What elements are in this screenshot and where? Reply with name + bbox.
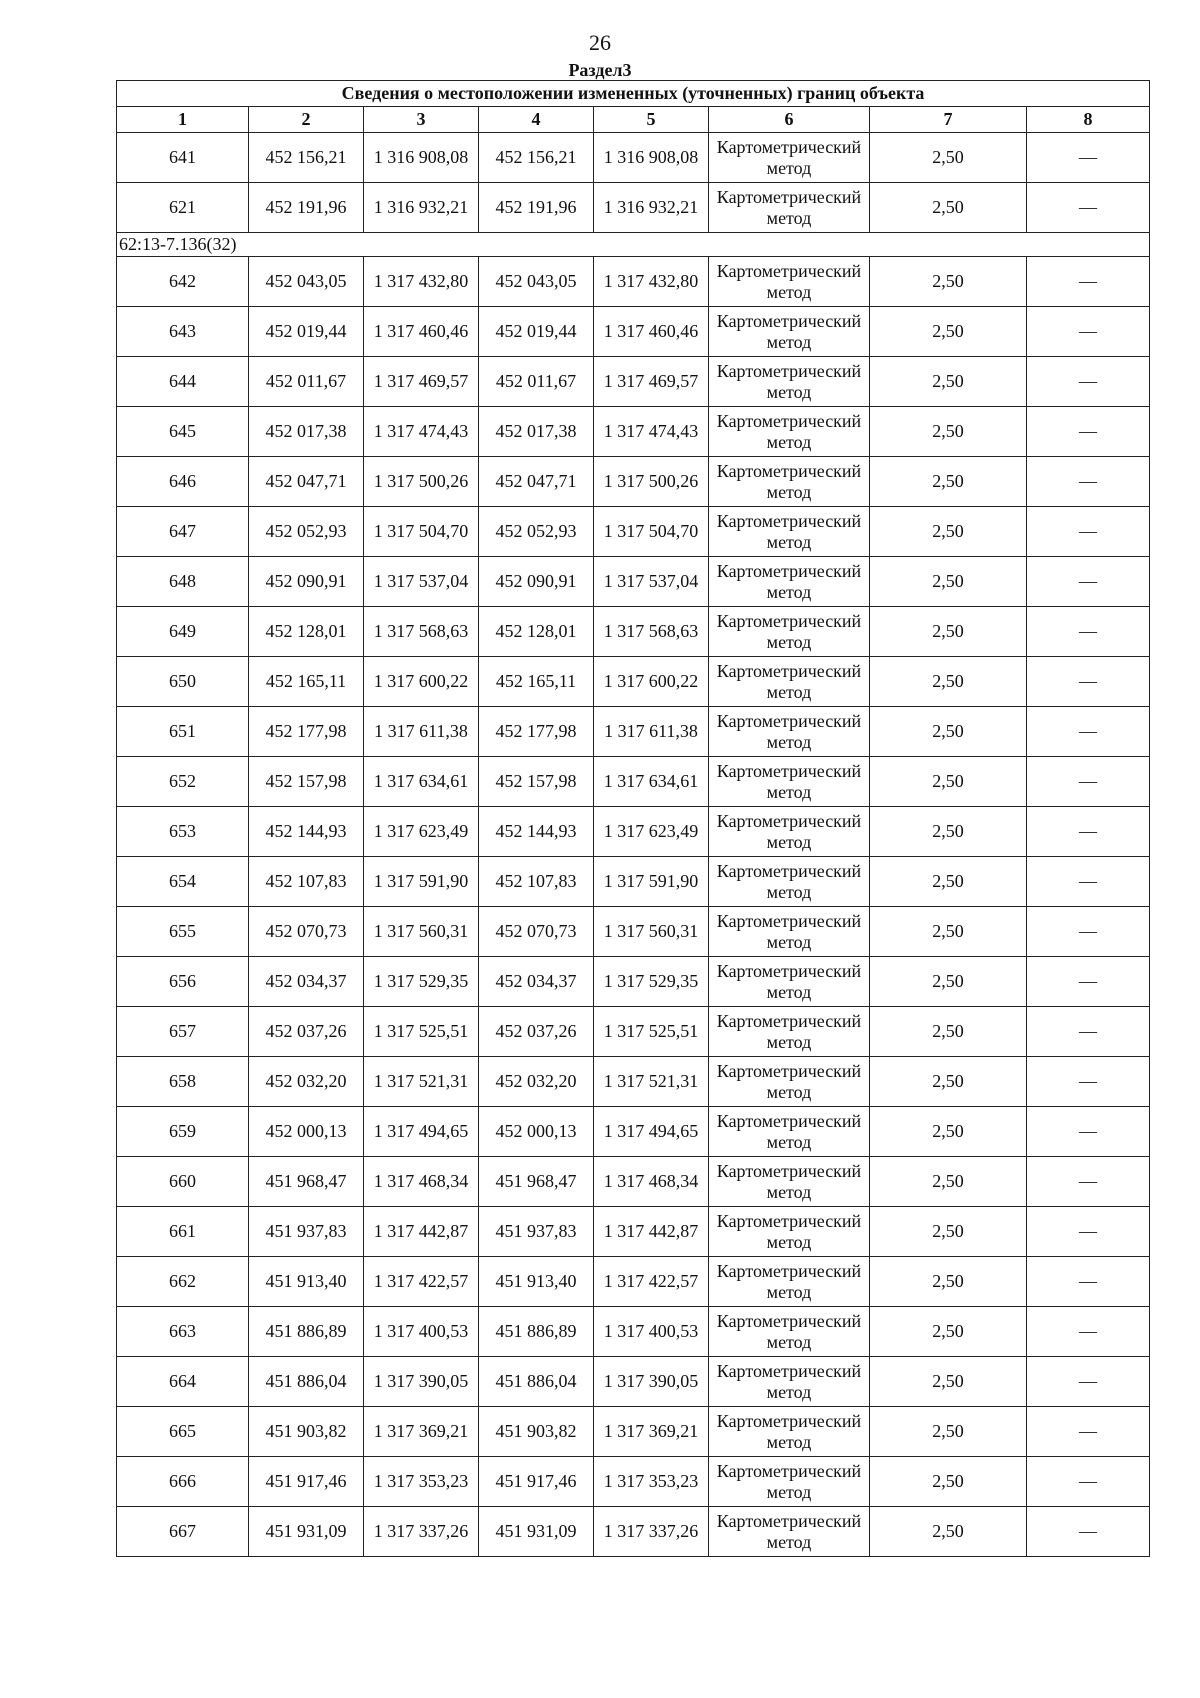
table-row — [117, 757, 1150, 807]
table-row — [117, 1057, 1150, 1107]
table-cell: 452 052,93 — [479, 507, 594, 557]
table-row — [117, 1307, 1150, 1357]
table-cell: 451 886,04 — [249, 1357, 364, 1407]
table-cell: 1 317 353,23 — [364, 1457, 479, 1507]
table-body — [117, 133, 1150, 1557]
table-cell: 1 317 337,26 — [594, 1507, 709, 1557]
table-cell: 657 — [117, 1007, 249, 1057]
table-cell: 2,50 — [870, 257, 1027, 307]
table-cell: 656 — [117, 957, 249, 1007]
table-row — [117, 657, 1150, 707]
table-cell: Картометрический метод — [709, 807, 870, 857]
table-cell: 1 317 468,34 — [364, 1157, 479, 1207]
table-cell: 1 317 494,65 — [594, 1107, 709, 1157]
table-cell: 452 017,38 — [249, 407, 364, 457]
table-cell: 1 317 504,70 — [364, 507, 479, 557]
table-row — [117, 707, 1150, 757]
column-number: 8 — [1027, 107, 1150, 133]
table-cell: 1 317 591,90 — [364, 857, 479, 907]
table-cell: 452 032,20 — [479, 1057, 594, 1107]
table-cell: 2,50 — [870, 807, 1027, 857]
table-row — [117, 857, 1150, 907]
table-cell: 1 317 529,35 — [364, 957, 479, 1007]
table-cell: 452 144,93 — [249, 807, 364, 857]
table-cell: 451 913,40 — [479, 1257, 594, 1307]
table-cell: 452 070,73 — [479, 907, 594, 957]
table-cell: — — [1027, 1257, 1150, 1307]
table-cell: 1 317 600,22 — [594, 657, 709, 707]
table-cell: — — [1027, 1057, 1150, 1107]
table-cell: 2,50 — [870, 657, 1027, 707]
table-cell: 1 317 474,43 — [594, 407, 709, 457]
table-cell: — — [1027, 1007, 1150, 1057]
table-cell: 452 128,01 — [249, 607, 364, 657]
table-row — [117, 907, 1150, 957]
table-cell: 654 — [117, 857, 249, 907]
table-cell: Картометрический метод — [709, 1157, 870, 1207]
table-cell: 2,50 — [870, 1307, 1027, 1357]
table-cell: — — [1027, 1207, 1150, 1257]
table-cell: Картометрический метод — [709, 1207, 870, 1257]
table-cell: 649 — [117, 607, 249, 657]
table-row — [117, 1207, 1150, 1257]
table-cell: 646 — [117, 457, 249, 507]
table-cell: 1 317 353,23 — [594, 1457, 709, 1507]
table-cell: 2,50 — [870, 557, 1027, 607]
table-cell: 451 931,09 — [249, 1507, 364, 1557]
table-cell: 1 316 908,08 — [594, 133, 709, 183]
table-cell: Картометрический метод — [709, 257, 870, 307]
table-cell: — — [1027, 307, 1150, 357]
table-cell: Картометрический метод — [709, 1257, 870, 1307]
table-cell: Картометрический метод — [709, 757, 870, 807]
table-cell: — — [1027, 607, 1150, 657]
table-cell: 452 156,21 — [249, 133, 364, 183]
table-cell: 2,50 — [870, 133, 1027, 183]
table-cell: 1 317 400,53 — [364, 1307, 479, 1357]
table-cell: 452 191,96 — [479, 183, 594, 233]
table-cell: 1 317 442,87 — [364, 1207, 479, 1257]
table-cell: 663 — [117, 1307, 249, 1357]
table-cell: 451 913,40 — [249, 1257, 364, 1307]
table-cell: 1 317 390,05 — [364, 1357, 479, 1407]
column-number: 3 — [364, 107, 479, 133]
table-cell: — — [1027, 133, 1150, 183]
table-cell: 1 317 521,31 — [594, 1057, 709, 1107]
table-cell: — — [1027, 1457, 1150, 1507]
table-cell: 655 — [117, 907, 249, 957]
table-row — [117, 407, 1150, 457]
table-cell: 2,50 — [870, 1057, 1027, 1107]
table-cell: 451 937,83 — [479, 1207, 594, 1257]
table-cell: Картометрический метод — [709, 557, 870, 607]
table-cell: 2,50 — [870, 1457, 1027, 1507]
table-cell: 1 317 474,43 — [364, 407, 479, 457]
table-cell: 2,50 — [870, 457, 1027, 507]
table-cell: 2,50 — [870, 1207, 1027, 1257]
table-cell: Картометрический метод — [709, 407, 870, 457]
table-cell: 1 317 390,05 — [594, 1357, 709, 1407]
table-cell: Картометрический метод — [709, 657, 870, 707]
table-cell: 645 — [117, 407, 249, 457]
table-cell: — — [1027, 183, 1150, 233]
table-cell: 452 128,01 — [479, 607, 594, 657]
table-cell: 452 177,98 — [479, 707, 594, 757]
table-cell: 452 017,38 — [479, 407, 594, 457]
table-cell: 2,50 — [870, 183, 1027, 233]
table-cell: — — [1027, 957, 1150, 1007]
table-row — [117, 1257, 1150, 1307]
table-row — [117, 607, 1150, 657]
table-cell: 641 — [117, 133, 249, 183]
table-cell: 1 317 568,63 — [364, 607, 479, 657]
column-number: 6 — [709, 107, 870, 133]
table-cell: — — [1027, 257, 1150, 307]
table-cell: 660 — [117, 1157, 249, 1207]
table-caption: Сведения о местоположении измененных (уточненных) границ объекта — [117, 81, 1150, 107]
table-cell: 651 — [117, 707, 249, 757]
page-number: 26 — [589, 30, 611, 55]
table-cell: 452 037,26 — [249, 1007, 364, 1057]
table-row — [117, 1457, 1150, 1507]
table-cell: 452 052,93 — [249, 507, 364, 557]
section-title: Раздел3 — [568, 60, 632, 80]
table-cell: Картометрический метод — [709, 607, 870, 657]
table-cell: 1 317 611,38 — [594, 707, 709, 757]
table-cell: — — [1027, 1107, 1150, 1157]
table-cell: 452 070,73 — [249, 907, 364, 957]
table-cell: 652 — [117, 757, 249, 807]
table-cell: 452 000,13 — [479, 1107, 594, 1157]
table-cell: 452 090,91 — [249, 557, 364, 607]
boundary-coordinates-table — [116, 80, 1150, 1557]
table-cell: 1 317 504,70 — [594, 507, 709, 557]
table-cell: 451 917,46 — [249, 1457, 364, 1507]
table-cell: — — [1027, 357, 1150, 407]
table-row — [117, 1157, 1150, 1207]
table-cell: 1 317 432,80 — [594, 257, 709, 307]
table-row — [117, 507, 1150, 557]
table-cell: 451 886,89 — [479, 1307, 594, 1357]
table-cell: 452 107,83 — [249, 857, 364, 907]
table-cell: Картометрический метод — [709, 1007, 870, 1057]
table-row — [117, 1007, 1150, 1057]
table-cell: 2,50 — [870, 1257, 1027, 1307]
table-cell: 650 — [117, 657, 249, 707]
table-row — [117, 183, 1150, 233]
column-number: 2 — [249, 107, 364, 133]
table-cell: 1 317 369,21 — [364, 1407, 479, 1457]
table-cell: 452 011,67 — [479, 357, 594, 407]
table-cell: 621 — [117, 183, 249, 233]
table-cell: 1 317 500,26 — [364, 457, 479, 507]
table-cell: 451 903,82 — [479, 1407, 594, 1457]
table-row — [117, 1507, 1150, 1557]
table-cell: — — [1027, 1157, 1150, 1207]
table-cell: 1 317 422,57 — [364, 1257, 479, 1307]
table-cell: 661 — [117, 1207, 249, 1257]
table-cell: — — [1027, 407, 1150, 457]
table-cell: 1 317 494,65 — [364, 1107, 479, 1157]
table-cell: 1 317 469,57 — [594, 357, 709, 407]
table-cell: — — [1027, 1307, 1150, 1357]
table-row — [117, 133, 1150, 183]
table-cell: 452 011,67 — [249, 357, 364, 407]
table-cell: Картометрический метод — [709, 1407, 870, 1457]
table-cell: 451 931,09 — [479, 1507, 594, 1557]
table-cell: 1 317 521,31 — [364, 1057, 479, 1107]
table-cell: 451 886,89 — [249, 1307, 364, 1357]
table-cell: 2,50 — [870, 1507, 1027, 1557]
table-cell: 1 317 337,26 — [364, 1507, 479, 1557]
table-cell: 1 317 442,87 — [594, 1207, 709, 1257]
table-cell: 653 — [117, 807, 249, 857]
table-cell: 451 937,83 — [249, 1207, 364, 1257]
table-cell: 2,50 — [870, 1357, 1027, 1407]
table-cell: 1 317 369,21 — [594, 1407, 709, 1457]
group-label: 62:13-7.136(32) — [117, 233, 1150, 257]
table-cell: Картометрический метод — [709, 357, 870, 407]
table-cell: 1 317 634,61 — [364, 757, 479, 807]
table-cell: 2,50 — [870, 907, 1027, 957]
table-cell: 1 317 623,49 — [594, 807, 709, 857]
table-cell: Картометрический метод — [709, 1357, 870, 1407]
table-row — [117, 307, 1150, 357]
table-cell: 2,50 — [870, 957, 1027, 1007]
table-cell: — — [1027, 657, 1150, 707]
table-cell: 665 — [117, 1407, 249, 1457]
table-cell: 2,50 — [870, 507, 1027, 557]
table-row — [117, 1357, 1150, 1407]
table-cell: Картометрический метод — [709, 707, 870, 757]
column-number: 5 — [594, 107, 709, 133]
table-cell: 452 156,21 — [479, 133, 594, 183]
table-cell: 648 — [117, 557, 249, 607]
table-cell: 2,50 — [870, 857, 1027, 907]
table-cell: 1 317 537,04 — [594, 557, 709, 607]
table-cell: 452 019,44 — [249, 307, 364, 357]
table-cell: 664 — [117, 1357, 249, 1407]
table-cell: Картометрический метод — [709, 957, 870, 1007]
table-cell: 2,50 — [870, 757, 1027, 807]
table-cell: 452 034,37 — [249, 957, 364, 1007]
column-number: 7 — [870, 107, 1027, 133]
table-cell: 452 165,11 — [249, 657, 364, 707]
table-cell: 643 — [117, 307, 249, 357]
table-cell: — — [1027, 907, 1150, 957]
table-cell: 1 317 560,31 — [594, 907, 709, 957]
table-row — [117, 807, 1150, 857]
table-cell: 452 019,44 — [479, 307, 594, 357]
table-cell: — — [1027, 1407, 1150, 1457]
table-cell: 658 — [117, 1057, 249, 1107]
table-cell: 1 317 623,49 — [364, 807, 479, 857]
table-cell: 647 — [117, 507, 249, 557]
table-cell: — — [1027, 1507, 1150, 1557]
table-cell: Картометрический метод — [709, 1457, 870, 1507]
table-cell: — — [1027, 557, 1150, 607]
table-cell: — — [1027, 757, 1150, 807]
table-cell: 666 — [117, 1457, 249, 1507]
table-cell: — — [1027, 457, 1150, 507]
table-cell: 1 317 432,80 — [364, 257, 479, 307]
table-cell: 1 317 591,90 — [594, 857, 709, 907]
table-cell: 2,50 — [870, 607, 1027, 657]
table-cell: 1 317 611,38 — [364, 707, 479, 757]
table-cell: 452 090,91 — [479, 557, 594, 607]
table-cell: 451 917,46 — [479, 1457, 594, 1507]
table-cell: Картометрический метод — [709, 1107, 870, 1157]
table-cell: 452 043,05 — [249, 257, 364, 307]
table-cell: Картометрический метод — [709, 183, 870, 233]
table-cell: 1 316 908,08 — [364, 133, 479, 183]
table-cell: 452 047,71 — [479, 457, 594, 507]
table-cell: 452 157,98 — [479, 757, 594, 807]
table-cell: 659 — [117, 1107, 249, 1157]
table-cell: Картометрический метод — [709, 1057, 870, 1107]
table-cell: — — [1027, 507, 1150, 557]
table-cell: 452 037,26 — [479, 1007, 594, 1057]
table-cell: 1 317 568,63 — [594, 607, 709, 657]
table-cell: 451 968,47 — [249, 1157, 364, 1207]
table-cell: 452 032,20 — [249, 1057, 364, 1107]
table-cell: 452 107,83 — [479, 857, 594, 907]
table-cell: 1 317 500,26 — [594, 457, 709, 507]
table-cell: Картометрический метод — [709, 133, 870, 183]
table-row — [117, 357, 1150, 407]
table-cell: 452 043,05 — [479, 257, 594, 307]
table-row — [117, 1107, 1150, 1157]
table-cell: 1 317 600,22 — [364, 657, 479, 707]
table-cell: 452 144,93 — [479, 807, 594, 857]
table-cell: 451 903,82 — [249, 1407, 364, 1457]
table-cell: 2,50 — [870, 1107, 1027, 1157]
table-cell: 1 317 529,35 — [594, 957, 709, 1007]
table-cell: — — [1027, 707, 1150, 757]
table-cell: Картометрический метод — [709, 907, 870, 957]
table-cell: 451 886,04 — [479, 1357, 594, 1407]
table-row — [117, 457, 1150, 507]
table-row — [117, 557, 1150, 607]
table-cell: 2,50 — [870, 307, 1027, 357]
table-cell: 662 — [117, 1257, 249, 1307]
table-cell: 452 165,11 — [479, 657, 594, 707]
table-cell: Картометрический метод — [709, 1507, 870, 1557]
table-cell: 452 191,96 — [249, 183, 364, 233]
table-cell: 2,50 — [870, 357, 1027, 407]
table-cell: 1 317 468,34 — [594, 1157, 709, 1207]
table-row — [117, 957, 1150, 1007]
table-cell: Картометрический метод — [709, 457, 870, 507]
table-cell: — — [1027, 857, 1150, 907]
table-cell: 1 317 525,51 — [364, 1007, 479, 1057]
column-number: 1 — [117, 107, 249, 133]
table-cell: 642 — [117, 257, 249, 307]
table-cell: 1 317 469,57 — [364, 357, 479, 407]
table-cell: 2,50 — [870, 407, 1027, 457]
table-cell: — — [1027, 807, 1150, 857]
table-cell: 1 317 400,53 — [594, 1307, 709, 1357]
group-header-row — [117, 233, 1150, 257]
table-cell: Картометрический метод — [709, 857, 870, 907]
table-cell: 452 000,13 — [249, 1107, 364, 1157]
column-number-row — [117, 107, 1150, 133]
table-cell: 452 157,98 — [249, 757, 364, 807]
table-cell: Картометрический метод — [709, 307, 870, 357]
column-number: 4 — [479, 107, 594, 133]
table-cell: 1 317 560,31 — [364, 907, 479, 957]
table-cell: 1 317 537,04 — [364, 557, 479, 607]
table-row — [117, 1407, 1150, 1457]
table-cell: Картометрический метод — [709, 507, 870, 557]
table-cell: Картометрический метод — [709, 1307, 870, 1357]
table-cell: 2,50 — [870, 1007, 1027, 1057]
table-cell: 1 317 460,46 — [594, 307, 709, 357]
table-cell: 2,50 — [870, 707, 1027, 757]
table-cell: 1 316 932,21 — [364, 183, 479, 233]
table-cell: 452 047,71 — [249, 457, 364, 507]
table-cell: — — [1027, 1357, 1150, 1407]
table-cell: 452 034,37 — [479, 957, 594, 1007]
table-cell: 1 316 932,21 — [594, 183, 709, 233]
table-cell: 451 968,47 — [479, 1157, 594, 1207]
table-cell: 2,50 — [870, 1157, 1027, 1207]
table-cell: 1 317 460,46 — [364, 307, 479, 357]
table-cell: 452 177,98 — [249, 707, 364, 757]
table-row — [117, 257, 1150, 307]
table-cell: 1 317 634,61 — [594, 757, 709, 807]
table-cell: 1 317 525,51 — [594, 1007, 709, 1057]
table-cell: 2,50 — [870, 1407, 1027, 1457]
table-cell: 644 — [117, 357, 249, 407]
table-cell: 667 — [117, 1507, 249, 1557]
table-cell: 1 317 422,57 — [594, 1257, 709, 1307]
